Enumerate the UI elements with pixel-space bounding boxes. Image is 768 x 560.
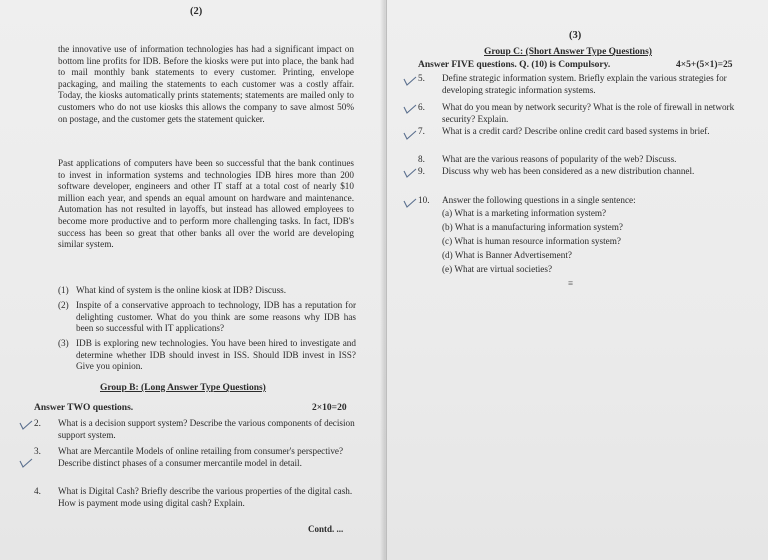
pen-tick-mark <box>402 168 418 178</box>
continued-note: Contd. ... <box>308 524 344 534</box>
question-text: What are the various reasons of popularity of the web? Discuss. <box>442 154 677 164</box>
case-question-number: (3) <box>58 338 69 348</box>
question-text: What do you mean by network security? What is the role of firewall in network security? Explain. <box>442 102 735 124</box>
group-c-marks: 4×5+(5×1)=25 <box>676 60 733 70</box>
group-c-heading: Group C: (Short Answer Type Questions) <box>484 47 652 57</box>
sub-question-d: (d) What is Banner Advertisement? <box>442 250 572 260</box>
group-b-heading: Group B: (Long Answer Type Questions) <box>100 383 266 393</box>
page-number-left: (2) <box>190 6 203 17</box>
question-number: 7. <box>418 126 425 136</box>
question-number: 3. <box>34 446 41 456</box>
question-text: Answer the following questions in a single sentence: <box>442 195 636 205</box>
group-c-instruction: Answer FIVE questions. Q. (10) is Compulsory. <box>418 60 611 70</box>
case-question-text: IDB is exploring new technologies. You have been hired to investigate and determine whether IDB should invest in ISS. Should IDB invest in ISS? Give you opinion. <box>76 338 356 372</box>
pen-tick-mark <box>402 104 418 114</box>
pen-tick-mark <box>18 420 34 430</box>
pen-tick-mark <box>402 76 418 86</box>
question-text: What is Digital Cash? Briefly describe the various properties of the digital cash. How is payment mode using digital cash? Explain. <box>58 486 353 508</box>
end-mark: ≡ <box>568 278 574 288</box>
question-number: 4. <box>34 486 41 496</box>
question-number: 2. <box>34 418 41 428</box>
page-number-right: (3) <box>569 30 582 41</box>
question-number: 10. <box>418 195 430 205</box>
question-text: Discuss why web has been considered as a new distribution channel. <box>442 166 695 176</box>
sub-question-c: (c) What is human resource information system? <box>442 236 621 246</box>
pen-tick-mark <box>402 130 418 140</box>
sub-question-e: (e) What are virtual societies? <box>442 264 553 274</box>
case-question-text: Inspite of a conservative approach to technology, IDB has a reputation for delighting customer. What do you think are some reasons why IDB has been so successful with IT applications? <box>76 300 356 334</box>
case-paragraph-1: the innovative use of information technologies has had a significant impact on bottom line profits for IDB. Before the kiosks were put into place, the bank had to mail monthly bank statements to every customer. Printing, envelope packaging, and mailing the statements to each customer was a costly affair. Today, the kiosks automatically prints statements; statements are mailed only to customers who do not use kiosks this allows the company to save almost 50% on postage, and the customer gets the statement quicker. <box>58 44 354 124</box>
question-text: What is a credit card? Describe online credit card based systems in brief. <box>442 126 710 136</box>
group-b-marks: 2×10=20 <box>312 403 347 413</box>
pen-tick-mark <box>402 198 418 208</box>
case-question-number: (2) <box>58 300 69 310</box>
question-number: 6. <box>418 102 425 112</box>
question-number: 8. <box>418 154 425 164</box>
pen-tick-mark <box>18 458 34 468</box>
case-question-text: What kind of system is the online kiosk at IDB? Discuss. <box>76 285 287 295</box>
sub-question-b: (b) What is a manufacturing information system? <box>442 222 623 232</box>
question-text: Define strategic information system. Briefly explain the various strategies for developing strategic information systems. <box>442 73 727 95</box>
question-number: 5. <box>418 73 425 83</box>
group-b-instruction: Answer TWO questions. <box>34 403 134 413</box>
case-paragraph-2: Past applications of computers have been so successful that the bank continues to invest in information systems and technologies IDB hires more than 200 software developer, engineers and other IT staff at a total cost of nearly $10 million each year, and spends an equal amount on hardware and maintenance. Automation has not resulted in layoffs, but instead has allowed employees to become more productive and to perform more challenging tasks. In fact, IDB's success has been so great that other banks all over the world are developing similar system. <box>58 158 354 250</box>
question-text: What are Mercantile Models of online retailing from consumer's perspective? Describe distinct phases of a consumer mercantile model in detail. <box>58 446 344 468</box>
question-number: 9. <box>418 166 425 176</box>
sub-question-a: (a) What is a marketing information system? <box>442 208 607 218</box>
case-question-number: (1) <box>58 285 69 295</box>
question-text: What is a decision support system? Describe the various components of decision support system. <box>58 418 355 440</box>
